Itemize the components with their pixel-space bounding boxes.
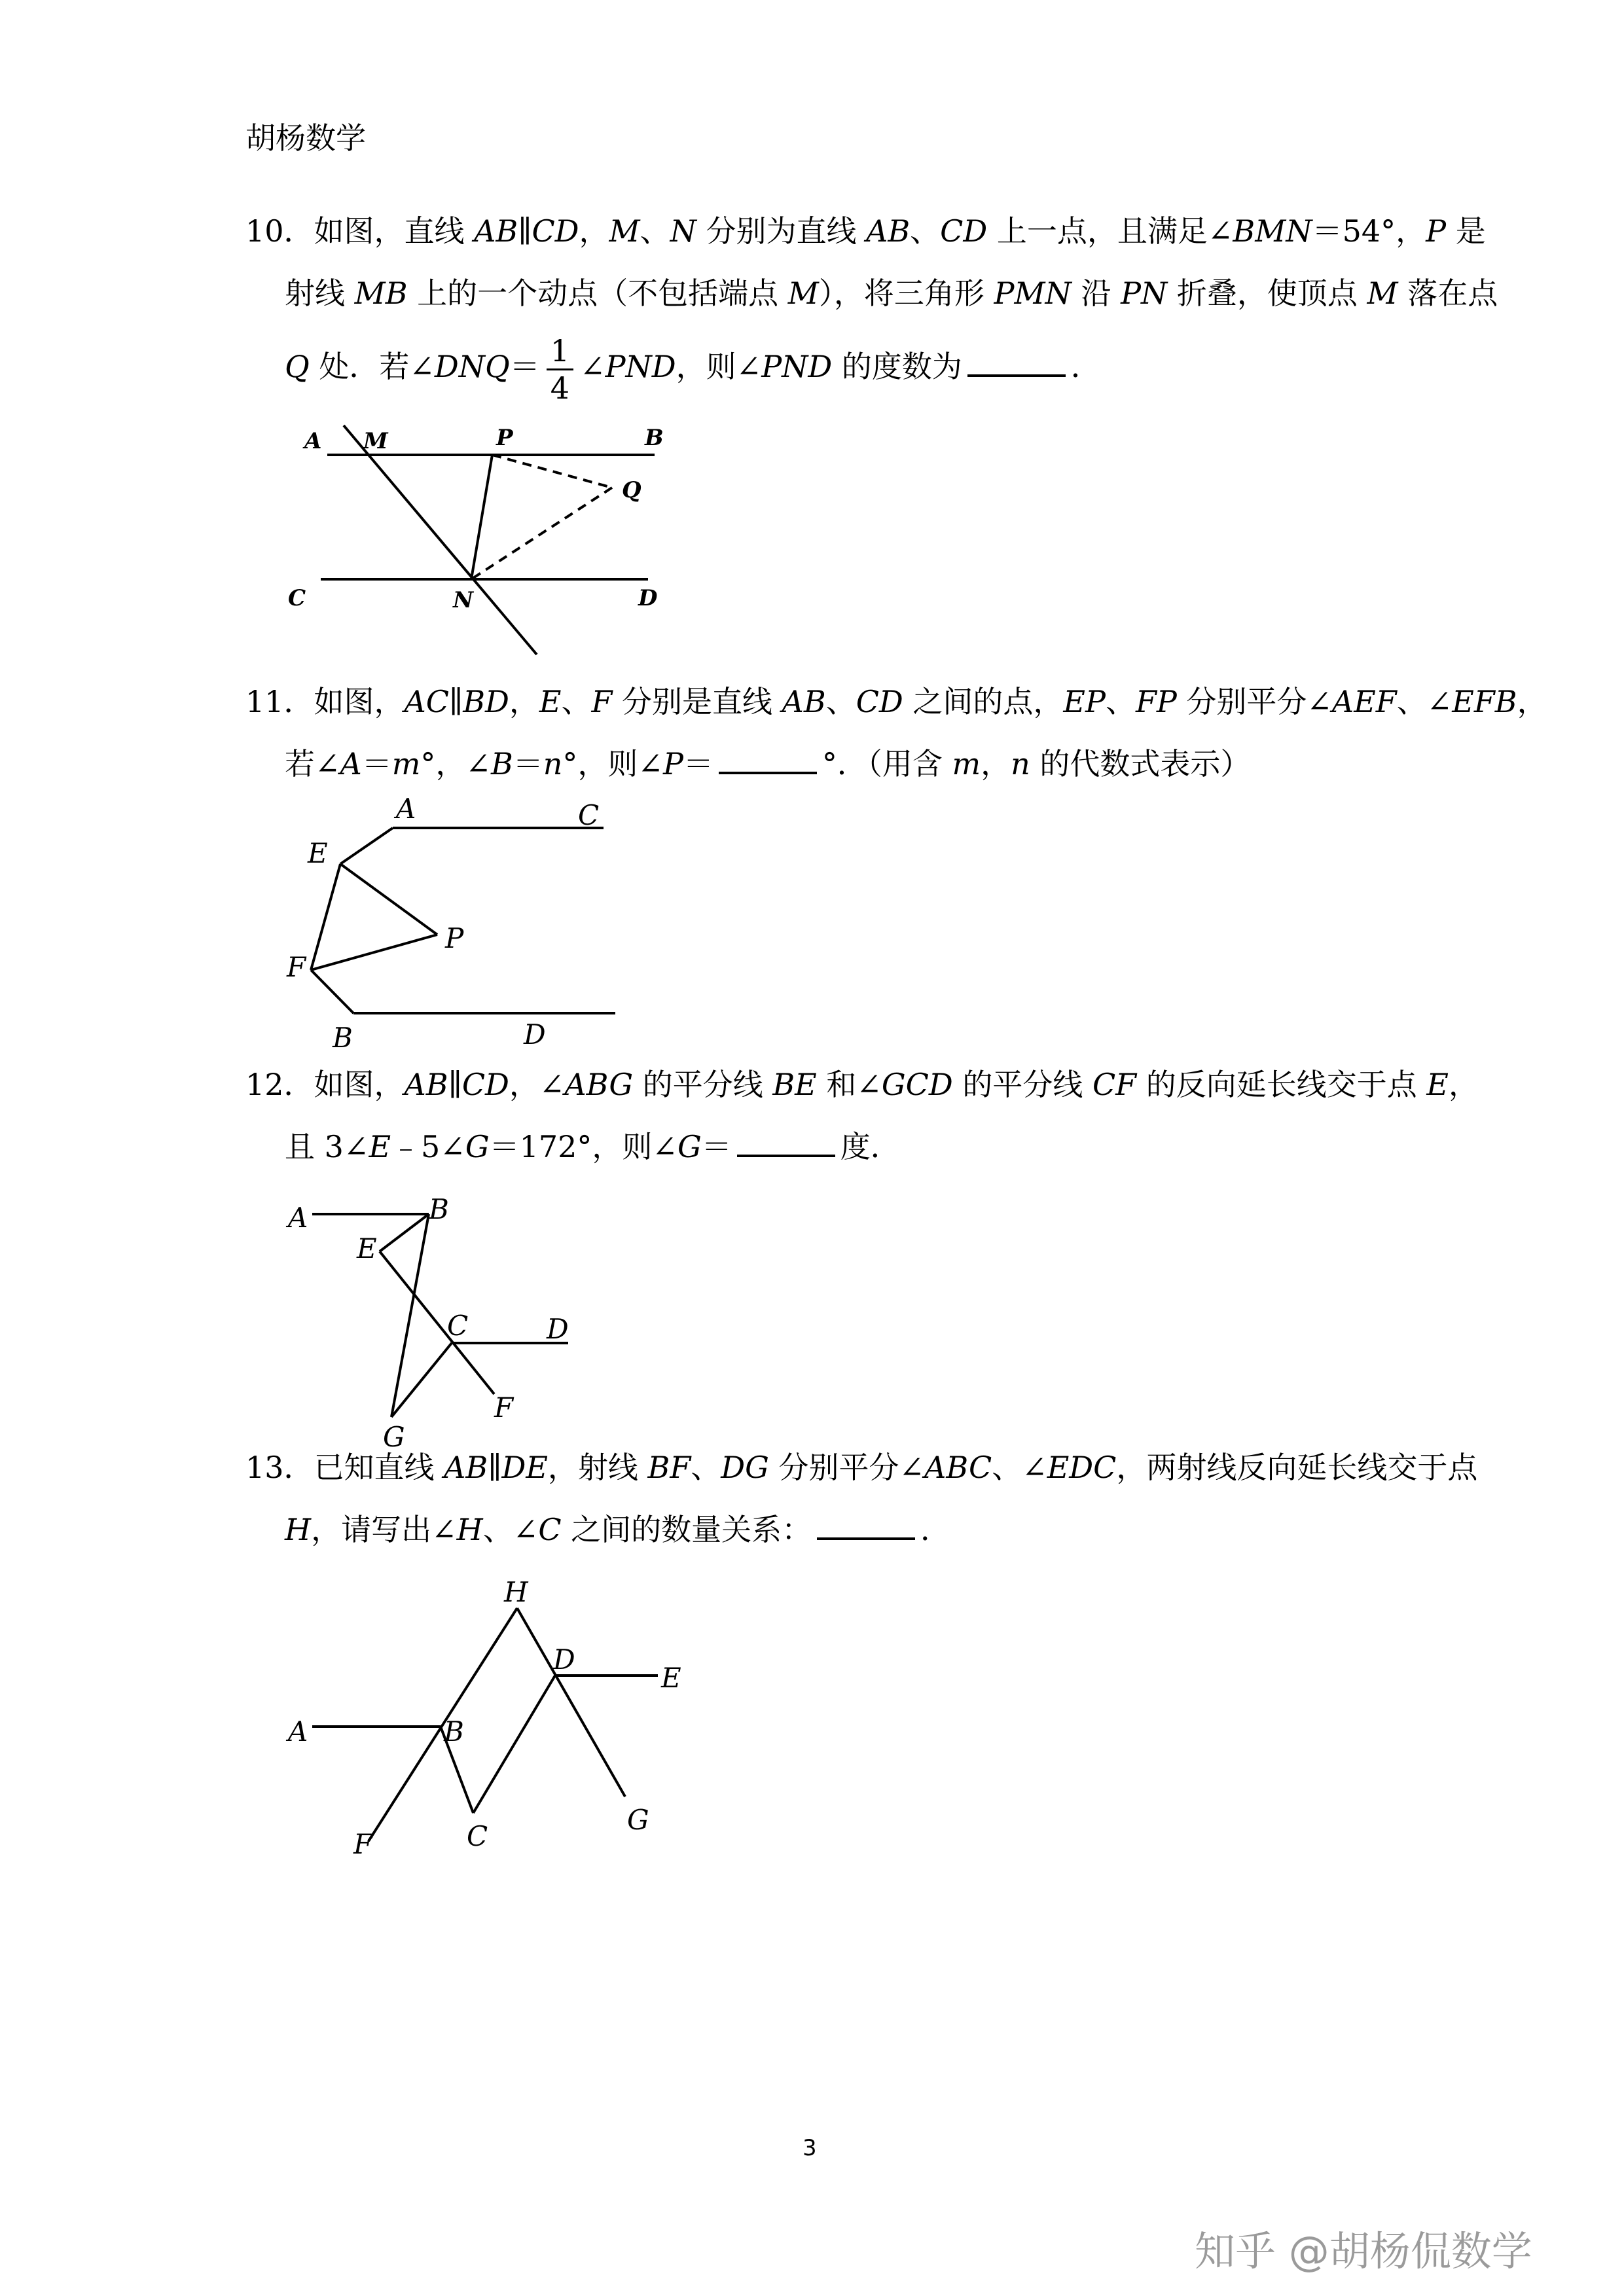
label-c: C	[467, 1820, 488, 1852]
q13-line2: H，请写出∠H、∠C 之间的数量关系： ．	[285, 1512, 951, 1547]
label-g: G	[383, 1421, 405, 1453]
label-f: F	[287, 951, 306, 983]
q12-line1: 12．如图，AB∥CD，∠ABG 的平分线 BE 和∠GCD 的平分线 CF 的反向延长线交于点 E，	[245, 1067, 1479, 1102]
label-c: C	[578, 799, 600, 831]
label-b: B	[333, 1022, 353, 1054]
watermark: 知乎 @胡杨侃数学	[1195, 2227, 1532, 2275]
label-n: N	[453, 587, 474, 613]
label-d: D	[638, 585, 658, 611]
label-b: B	[645, 425, 664, 451]
label-c: C	[288, 585, 306, 611]
q11-line1: 11．如图，AC∥BD，E、F 分别是直线 AB、CD 之间的点，EP、FP 分别平分∠AEF、∠EFB，	[245, 684, 1547, 719]
label-a: A	[396, 793, 416, 825]
label-c: C	[447, 1310, 469, 1342]
page-header: 胡杨数学	[245, 120, 366, 156]
label-e: E	[357, 1232, 377, 1265]
page-number: 3	[803, 2135, 817, 2161]
label-d: D	[553, 1643, 575, 1676]
q13-line1: 13．已知直线 AB∥DE，射线 BF、DG 分别平分∠ABC、∠EDC，两射线反向延长线交于点	[245, 1450, 1478, 1485]
label-e: E	[661, 1662, 681, 1694]
label-a: A	[288, 1715, 308, 1748]
label-f: F	[353, 1828, 373, 1860]
fraction-one-quarter: $\frac{1}{4}$	[547, 333, 573, 406]
q10-line2: 射线 MB 上的一个动点（不包括端点 M），将三角形 PMN 沿 PN 折叠，使顶点 M 落在点	[285, 276, 1498, 311]
label-b: B	[444, 1715, 464, 1748]
label-q: Q	[622, 477, 641, 503]
segment-cd	[473, 1676, 555, 1813]
q11-line2: 若∠A＝m°，∠B＝n°，则∠P＝ °．（用含 m，n 的代数式表示）	[285, 746, 1251, 781]
ray-hg	[517, 1608, 625, 1797]
label-d: D	[524, 1018, 546, 1050]
label-a: A	[304, 428, 322, 454]
label-d: D	[547, 1313, 569, 1345]
label-m: M	[363, 428, 388, 454]
label-h: H	[504, 1576, 528, 1608]
label-p: P	[445, 922, 464, 954]
q12-line2: 且 3∠E﹣5∠G＝172°，则∠G＝ 度．	[285, 1129, 901, 1164]
label-g: G	[627, 1804, 649, 1836]
label-b: B	[429, 1193, 449, 1225]
q10-line3: Q 处．若∠DNQ＝ $\frac{1}{4}$ ∠PND，则∠PND 的度数为 ．	[285, 332, 1101, 406]
q10-line1: 10．如图，直线 AB∥CD，M、N 分别为直线 AB、CD 上一点，且满足∠BMN＝54°，P 是	[245, 213, 1486, 249]
label-p: P	[496, 425, 513, 451]
ray-hf	[369, 1608, 517, 1841]
label-e: E	[308, 837, 328, 869]
label-a: A	[288, 1202, 308, 1234]
label-f: F	[494, 1391, 514, 1424]
